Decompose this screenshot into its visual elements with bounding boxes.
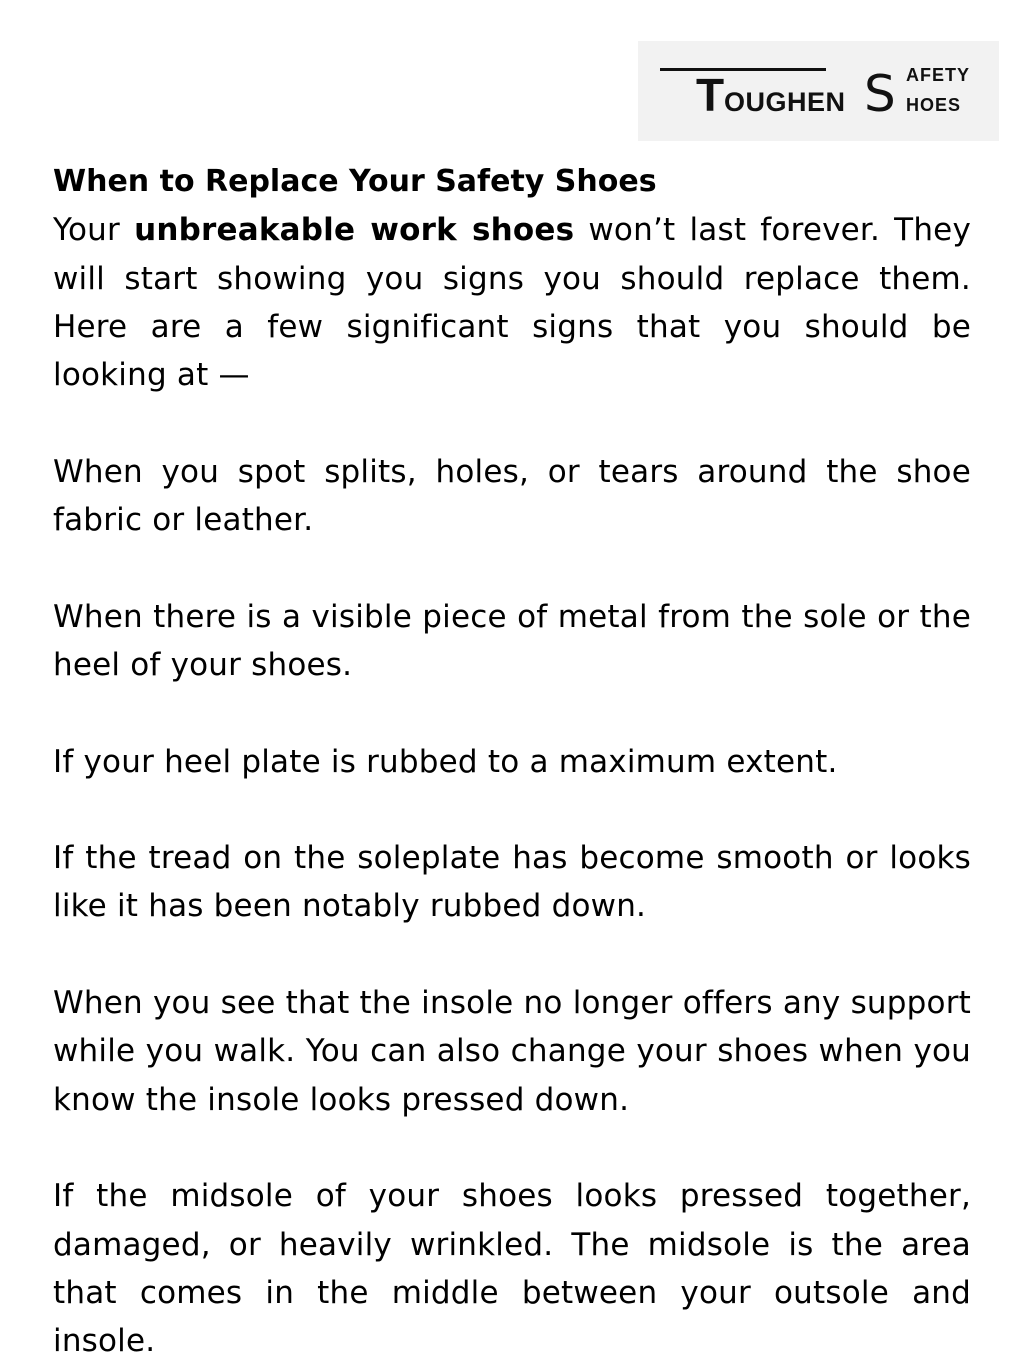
logo-word-hoes: HOES xyxy=(906,95,962,115)
logo-word-afety: AFETY xyxy=(906,65,971,85)
brand-logo xyxy=(638,41,999,141)
logo-big-s: S xyxy=(864,65,896,123)
sign-paragraph-1: When you spot splits, holes, or tears around the shoe fabric or leather. xyxy=(53,453,971,539)
sign-paragraph-3: If your heel plate is rubbed to a maximum extent. xyxy=(53,743,838,780)
intro-text-before: Your xyxy=(53,212,135,249)
sign-paragraph-4: If the tread on the soleplate has become smooth or looks like it has been notably rubbed down. xyxy=(53,840,971,925)
sign-paragraph-5: When you see that the insole no longer offers any support while you walk. You can also change your shoes when you know the insole looks pressed down. xyxy=(53,985,971,1118)
intro-paragraph xyxy=(53,206,971,399)
logo-word-oughen: OUGHEN xyxy=(724,87,846,117)
intro-bold-link-text: unbreakable work shoes xyxy=(134,212,575,249)
logo-big-t: T xyxy=(696,69,725,121)
article-heading: When to Replace Your Safety Shoes xyxy=(53,164,657,199)
article-body xyxy=(53,158,971,1365)
sign-paragraph-6: If the midsole of your shoes looks pressed together, damaged, or heavily wrinkled. The midsole is the area that comes in the middle between your outsole and insole. xyxy=(53,1178,971,1360)
intro-text-after: won’t last forever. They will start showing you signs you should replace them. Here are a few significant signs that you should be looking at — xyxy=(53,212,971,394)
sign-paragraph-2: When there is a visible piece of metal from the sole or the heel of your shoes. xyxy=(53,598,971,683)
